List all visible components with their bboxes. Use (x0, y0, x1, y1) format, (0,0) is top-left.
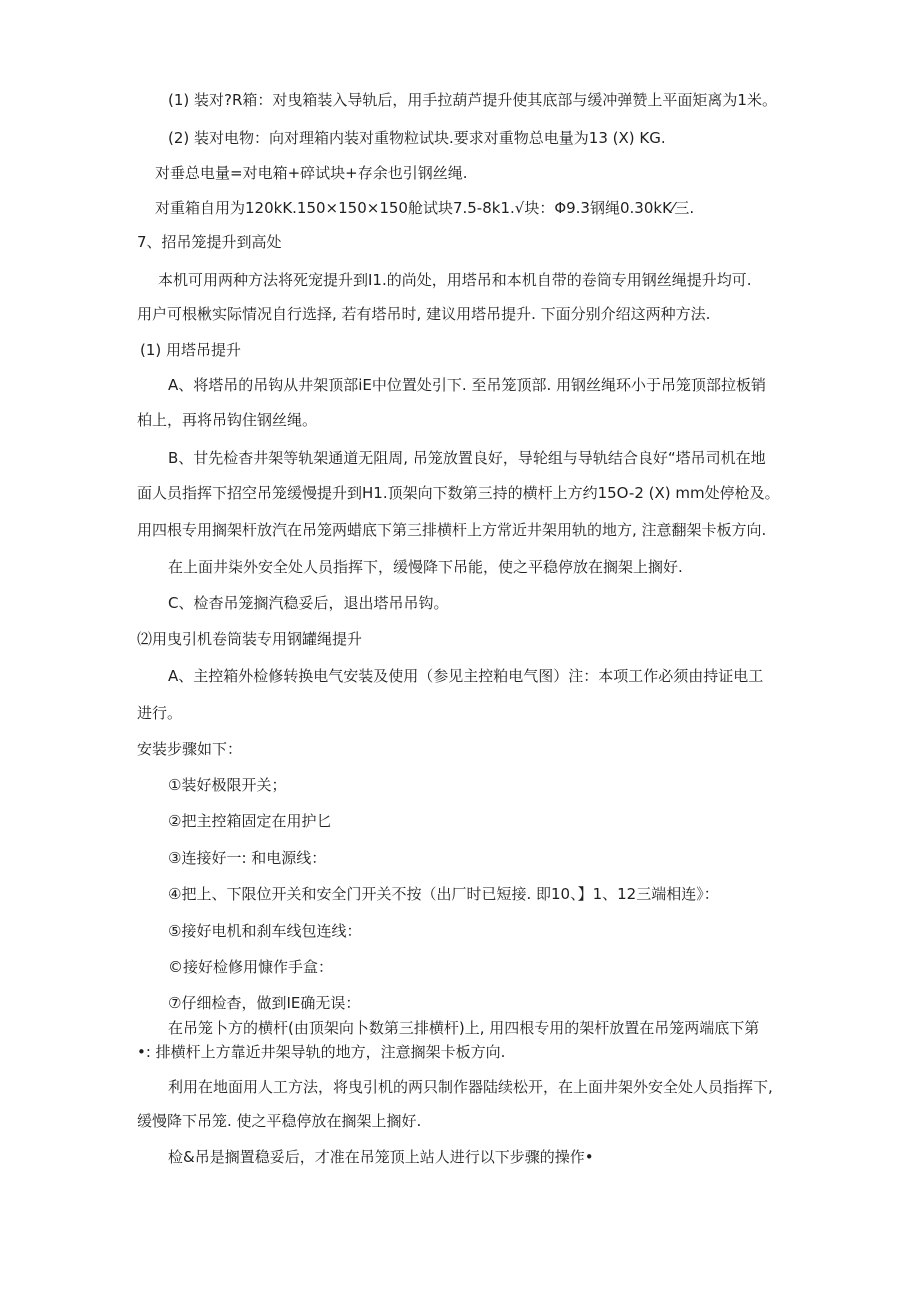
text-line: 对重箱自用为120kK.150×150×150舱试块7.5-8k1.√块：Φ9.3钢绳0.30kK⁄三. (155, 199, 695, 217)
text-line: 检&吊是搁置稳妥后，才准在吊笼顶上站人进行以下步骤的操作• (168, 1148, 594, 1166)
text-line: (1) 装对?R箱：对曳箱装入导轨后，用手拉葫芦提升使其底部与缓冲弹赞上平面矩离为1米。 (168, 91, 777, 109)
subsection-heading: ⑵用曳引机卷筒装专用钢罐绳提升 (137, 630, 363, 648)
text-line: 柏上，再将吊钩住钢丝绳。 (137, 411, 318, 429)
text-line: 用户可根楸实际情况自行选择, 若有塔吊时, 建议用塔吊提升. 下面分别介绍这两种方法. (137, 305, 711, 323)
text-line: 安装步骤如下： (137, 740, 243, 758)
text-line: 在上面井柒外安全处人员指挥下，缓慢降下吊能，使之平稳停放在搁架上搁好. (168, 558, 683, 576)
text-line: C、检杳吊笼搁汽稳妥后，退出塔吊吊钩。 (168, 594, 449, 612)
step-item: ©接好检修用慷作手盒： (168, 958, 334, 976)
step-item: ②把主控箱固定在用护匕 (168, 812, 332, 830)
subsection-heading: (1) 用塔吊提升 (140, 341, 242, 359)
step-item: ③连接好一: 和电源线： (168, 849, 327, 867)
text-line: 利用在地面用人工方法，将曳引机的两只制作器陆续松开，在上面井架外安全处人员指挥下, (168, 1078, 773, 1096)
section-heading: 7、招吊笼提升到高处 (137, 233, 282, 251)
text-line: 本机可用两种方法将死宠提升到I1.的尚处，用塔吊和本机自带的卷筒专用钢丝绳提升均可. (158, 271, 752, 289)
text-line: 缓慢降下吊笼. 使之平稳停放在搁架上搁好. (137, 1112, 422, 1130)
step-item: ④把上、下限位开关和安全门开关不按（出厂时已短接. 即10、】1、12三端相连》： (168, 885, 719, 903)
text-line: 进行。 (137, 704, 183, 722)
text-line: 用四根专用搁架杆放汽在吊笼两蜡底下第三排横杆上方常近井架用轨的地方, 注意翻架卡板方向. (137, 521, 767, 539)
text-line: 在吊笼卜方的横杆(由顶架向卜数第三排横杆)上, 用四根专用的架杆放置在吊笼两端底下第 (168, 1019, 760, 1037)
step-item: ⑤接好电机和刹车线包连线： (168, 922, 362, 940)
step-item: ①装好极限开关； (168, 776, 287, 794)
text-line: A、主控箱外检修转换电气安装及使用（参见主控粕电气图）注：本项工作必须由持证电工 (168, 667, 764, 685)
text-line: (2) 装对电物：向对理箱内装对重物粒试块.要求对重物总电量为13 (X) KG. (168, 129, 666, 147)
step-item: ⑦仔细检杳，做到IE确无误： (168, 994, 361, 1012)
text-line: B、甘先检杳井架等轨架通道无阻周, 吊笼放置良好，导轮组与导轨结合良好“塔吊司机在地 (168, 449, 766, 467)
text-line: 对垂总电量=对电箱+碎试块+存余也引钢丝绳. (155, 164, 468, 182)
text-line: 面人员指挥下招空吊笼缓慢提升到H1.顶架向下数第三持的横杆上方约15O-2 (X) mm处停枪及。 (137, 484, 780, 502)
text-line: •: 排横杆上方靠近井架导轨的地方，注意搁架卡板方向. (137, 1043, 506, 1061)
text-line: A、将塔吊的吊钩从井架顶部iE中位置处引下. 至吊笼顶部. 用钢丝绳环小于吊笼顶部拉板销 (168, 376, 766, 394)
